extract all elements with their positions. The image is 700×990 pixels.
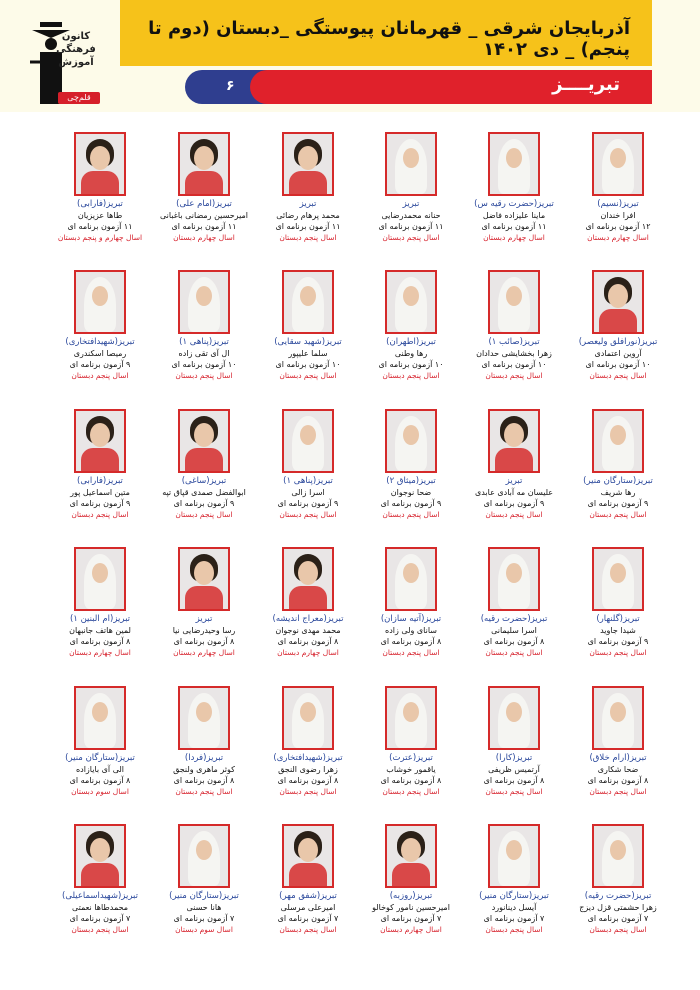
student-photo (488, 270, 540, 334)
student-name: اسرا سلیمانی (491, 626, 537, 635)
student-exam-count: ۹ آزمون برنامه ای (380, 499, 442, 508)
student-card (48, 537, 152, 658)
student-card (152, 537, 256, 658)
student-exam-count: ۱۰ آزمون برنامه ای (171, 360, 237, 369)
student-school: تبریز (299, 199, 317, 209)
student-school: تبریز(معراج اندیشه) (272, 614, 344, 624)
student-name: ضحا نوجوان (390, 488, 432, 497)
student-name: آیسل دینانورد (491, 903, 537, 912)
student-photo (282, 270, 334, 334)
student-school: تبریز(ام البنین ۱) (69, 614, 131, 624)
student-card (256, 260, 360, 381)
student-exam-count: ۹ آزمون برنامه ای (587, 637, 649, 646)
student-exam-count: ۱۱ آزمون برنامه ای (171, 222, 237, 231)
student-school: تبریز(شهیداسماعیلی) (62, 891, 138, 901)
student-grade: اسال پنجم دبستان (71, 371, 129, 380)
student-photo (385, 409, 437, 473)
student-school: تبریز(فردا) (184, 753, 224, 763)
student-name: سلما علیپور (288, 349, 328, 358)
student-school: تبریز(شفق مهر) (279, 891, 337, 901)
student-card (48, 260, 152, 381)
student-exam-count: ۷ آزمون برنامه ای (380, 914, 442, 923)
student-photo (74, 132, 126, 196)
student-photo (592, 824, 644, 888)
student-school: تبریز (505, 476, 523, 486)
student-exam-count: ۸ آزمون برنامه ای (483, 776, 545, 785)
student-grade: اسال چهارم دبستان (380, 925, 442, 934)
student-exam-count: ۹ آزمون برنامه ای (69, 499, 131, 508)
student-grade: اسال پنجم دبستان (589, 648, 647, 657)
student-exam-count: ۸ آزمون برنامه ای (69, 637, 131, 646)
student-photo (178, 409, 230, 473)
student-school: تبریز(نورافلق ولیعصر) (578, 337, 658, 347)
student-card (152, 814, 256, 935)
student-name: آروین اعتمادی (594, 349, 642, 358)
student-card (256, 537, 360, 658)
student-school: تبریز(پناهی ۱) (179, 337, 229, 347)
student-name: امیرعلی مرسلی (280, 903, 336, 912)
student-name: رسا وحیدرضایی نیا (172, 626, 236, 635)
student-grade: اسال پنجم دبستان (589, 371, 647, 380)
student-school: تبریز(پناهی ۱) (283, 476, 333, 486)
student-photo (592, 409, 644, 473)
student-exam-count: ۹ آزمون برنامه ای (483, 499, 545, 508)
logo-text (44, 30, 108, 69)
student-card (152, 399, 256, 520)
city-name: تبریــــز (552, 74, 620, 95)
student-photo (178, 686, 230, 750)
student-school: تبریز(امام علی) (176, 199, 232, 209)
student-grade: اسال پنجم دبستان (175, 787, 233, 796)
student-grade: اسال پنجم دبستان (589, 925, 647, 934)
student-name: ضحا شکاری (597, 765, 639, 774)
student-grade: اسال پنجم دبستان (485, 925, 543, 934)
student-photo (74, 270, 126, 334)
student-name: متین اسماعیل پور (70, 488, 130, 497)
student-photo (74, 824, 126, 888)
student-name: رمیصا اسکندری (73, 349, 127, 358)
student-name: حنانه محمدرضایی (381, 211, 441, 220)
student-grade: اسال پنجم دبستان (175, 510, 233, 519)
page-title: آذربایجان شرقی _ قهرمانان پیوستگی _دبستان (دوم تا پنجم) _ دی ۱۴۰۲ (148, 18, 630, 60)
student-school: تبریز(ارام خلاق) (589, 753, 647, 763)
student-name: هانا حسنی (186, 903, 222, 912)
student-school: تبریز(ساغی) (181, 476, 227, 486)
student-exam-count: ۹ آزمون برنامه ای (173, 499, 235, 508)
student-school: تبریز(میثاق ۲) (386, 476, 436, 486)
student-exam-count: ۱۰ آزمون برنامه ای (378, 360, 444, 369)
student-photo (74, 409, 126, 473)
student-exam-count: ۹ آزمون برنامه ای (69, 360, 131, 369)
student-school: تبریز (402, 199, 420, 209)
student-grade: اسال چهارم و پنجم دبستان (57, 233, 143, 242)
student-grade: اسال پنجم دبستان (485, 648, 543, 657)
student-card (566, 814, 670, 935)
student-school: تبریز(ستارگان منیر) (65, 753, 135, 763)
student-school: تبریز(فارابی) (77, 476, 123, 486)
student-photo (178, 270, 230, 334)
student-name: زهرا حشمتی قزل دیزج (579, 903, 657, 912)
student-grade: اسال پنجم دبستان (279, 925, 337, 934)
student-photo (592, 547, 644, 611)
student-card (462, 537, 566, 658)
student-exam-count: ۱۰ آزمون برنامه ای (275, 360, 341, 369)
student-exam-count: ۱۱ آزمون برنامه ای (67, 222, 133, 231)
student-school: تبریز(شهیدافتخاری) (273, 753, 343, 763)
student-exam-count: ۱۱ آزمون برنامه ای (481, 222, 547, 231)
student-name: یاقمور خوشاب (386, 765, 436, 774)
student-card (256, 814, 360, 935)
student-grade: اسال پنجم دبستان (382, 648, 440, 657)
student-name: زهرا رضوی النجق (278, 765, 338, 774)
student-school: تبریز(فارابی) (77, 199, 123, 209)
student-photo (592, 686, 644, 750)
student-card (48, 399, 152, 520)
student-exam-count: ۸ آزمون برنامه ای (587, 776, 649, 785)
student-name: امیرحسین رمضانی باغبانی (159, 211, 249, 220)
student-school: تبریز(روزبه) (389, 891, 433, 901)
student-school: تبریز(ستارگان منیر) (169, 891, 239, 901)
student-card (152, 260, 256, 381)
student-name: آرتمیس ظریفی (488, 765, 540, 774)
student-school: تبریز(اطهران) (386, 337, 436, 347)
student-photo (178, 824, 230, 888)
student-card (359, 537, 463, 658)
student-name: شیدا جاوید (600, 626, 636, 635)
student-school: تبریز(شهید سقایی) (274, 337, 342, 347)
student-grade: اسال پنجم دبستان (279, 510, 337, 519)
student-exam-count: ۸ آزمون برنامه ای (380, 637, 442, 646)
student-grade: اسال پنجم دبستان (485, 371, 543, 380)
student-card (256, 676, 360, 797)
student-name: رها وطنی (394, 349, 428, 358)
student-exam-count: ۸ آزمون برنامه ای (483, 637, 545, 646)
student-name: ال آی تقی زاده (178, 349, 230, 358)
student-card (359, 122, 463, 243)
student-grade: اسال سوم دبستان (175, 925, 233, 934)
student-photo (282, 547, 334, 611)
student-photo (488, 132, 540, 196)
student-exam-count: ۷ آزمون برنامه ای (173, 914, 235, 923)
student-card (48, 814, 152, 935)
student-exam-count: ۸ آزمون برنامه ای (277, 637, 339, 646)
student-grade: اسال پنجم دبستان (71, 510, 129, 519)
student-name: ماینا علیزاده فاضل (482, 211, 546, 220)
student-exam-count: ۱۱ آزمون برنامه ای (378, 222, 444, 231)
student-grade: اسال چهارم دبستان (483, 233, 545, 242)
logo-line-1: کانون (61, 31, 91, 42)
student-card (359, 814, 463, 935)
student-card (566, 676, 670, 797)
student-grade: اسال چهارم دبستان (69, 648, 131, 657)
student-photo (282, 132, 334, 196)
student-card (462, 814, 566, 935)
student-school: تبریز (195, 614, 213, 624)
student-photo (592, 270, 644, 334)
student-card (462, 399, 566, 520)
student-school: تبریز(صائب ۱) (488, 337, 540, 347)
student-school: تبریز(ستارگان منیر) (479, 891, 549, 901)
student-exam-count: ۹ آزمون برنامه ای (277, 499, 339, 508)
student-exam-count: ۸ آزمون برنامه ای (380, 776, 442, 785)
student-school: تبریز(گلنهار) (596, 614, 640, 624)
student-grade: اسال پنجم دبستان (485, 787, 543, 796)
student-grade: اسال پنجم دبستان (589, 787, 647, 796)
student-grade: اسال پنجم دبستان (589, 510, 647, 519)
student-photo (592, 132, 644, 196)
student-school: تبریز(حضرت رقیه) (584, 891, 652, 901)
student-photo (178, 132, 230, 196)
student-school: تبریز(عترت) (389, 753, 433, 763)
student-grade: اسال چهارم دبستان (277, 648, 339, 657)
student-card (462, 676, 566, 797)
student-name: محمدطاها نعمتی (71, 903, 129, 912)
student-card (48, 676, 152, 797)
student-school: تبریز(ستارگان منیر) (583, 476, 653, 486)
logo-line-3: آموزش (58, 57, 94, 68)
student-photo (385, 686, 437, 750)
student-exam-count: ۱۱ آزمون برنامه ای (275, 222, 341, 231)
student-school: تبریز(کارا) (495, 753, 533, 763)
student-card (359, 260, 463, 381)
student-school: تبریز(حضرت رقیه س) (474, 199, 554, 209)
student-photo (385, 270, 437, 334)
student-name: محمد مهدی نوجوان (275, 626, 341, 635)
student-card (48, 122, 152, 243)
student-grade: اسال سوم دبستان (71, 787, 129, 796)
student-card (566, 260, 670, 381)
student-name: ساناى ولی زاده (385, 626, 437, 635)
student-name: کوثر ماهری ولنجق (173, 765, 235, 774)
student-photo (74, 686, 126, 750)
student-grade: اسال چهارم دبستان (173, 233, 235, 242)
student-card (462, 260, 566, 381)
student-grade: اسال پنجم دبستان (279, 233, 337, 242)
student-grade: اسال پنجم دبستان (71, 925, 129, 934)
student-school: تبریز(نسیم) (597, 199, 639, 209)
student-exam-count: ۹ آزمون برنامه ای (587, 499, 649, 508)
student-name: امیرحسین نامور کوخالو (372, 903, 450, 912)
student-photo (282, 824, 334, 888)
student-school: تبریز(شهیدافتخاری) (65, 337, 135, 347)
student-photo (385, 824, 437, 888)
student-card (462, 122, 566, 243)
page-number: ۶ (226, 78, 235, 94)
student-photo (488, 409, 540, 473)
student-grade: اسال پنجم دبستان (485, 510, 543, 519)
student-photo (74, 547, 126, 611)
student-grade: اسال چهارم دبستان (587, 233, 649, 242)
student-grade: اسال پنجم دبستان (279, 787, 337, 796)
student-exam-count: ۷ آزمون برنامه ای (587, 914, 649, 923)
student-grade: اسال چهارم دبستان (173, 648, 235, 657)
student-exam-count: ۷ آزمون برنامه ای (483, 914, 545, 923)
student-photo (488, 547, 540, 611)
student-name: لمین هاتف جانبهان (69, 626, 131, 635)
student-exam-count: ۱۰ آزمون برنامه ای (481, 360, 547, 369)
student-card (359, 676, 463, 797)
student-exam-count: ۸ آزمون برنامه ای (173, 637, 235, 646)
student-card (152, 122, 256, 243)
student-photo (385, 547, 437, 611)
student-exam-count: ۸ آزمون برنامه ای (69, 776, 131, 785)
student-grade: اسال پنجم دبستان (382, 787, 440, 796)
student-name: الی آی بایازاده (75, 765, 125, 774)
student-exam-count: ۱۰ آزمون برنامه ای (585, 360, 651, 369)
student-photo (385, 132, 437, 196)
student-name: افرا خندان (600, 211, 636, 220)
student-card (256, 122, 360, 243)
student-grade: اسال پنجم دبستان (382, 233, 440, 242)
student-name: علیسان مه آبادی عابدی (474, 488, 554, 497)
student-school: تبریز(آتیه سازان) (380, 614, 442, 624)
student-card (359, 399, 463, 520)
student-photo (282, 686, 334, 750)
student-exam-count: ۱۲ آزمون برنامه ای (585, 222, 651, 231)
student-grade: اسال پنجم دبستان (175, 371, 233, 380)
student-card (256, 399, 360, 520)
student-name: محمد پرهام رضائی (276, 211, 340, 220)
student-name: ابوالفضل صمدی قپاق تپه (162, 488, 246, 497)
student-grade: اسال پنجم دبستان (382, 510, 440, 519)
student-name: رها شریف (600, 488, 636, 497)
student-exam-count: ۸ آزمون برنامه ای (173, 776, 235, 785)
student-exam-count: ۷ آزمون برنامه ای (277, 914, 339, 923)
student-grade: اسال پنجم دبستان (279, 371, 337, 380)
student-photo (178, 547, 230, 611)
student-exam-count: ۸ آزمون برنامه ای (277, 776, 339, 785)
student-exam-count: ۷ آزمون برنامه ای (69, 914, 131, 923)
student-school: تبریز(حضرت رقیه) (480, 614, 548, 624)
student-name: زهرا بخشایشی حدادان (476, 349, 552, 358)
student-photo (488, 824, 540, 888)
student-card (566, 122, 670, 243)
student-photo (282, 409, 334, 473)
student-card (566, 399, 670, 520)
logo-badge: قلم‌چی (58, 92, 100, 104)
student-name: اسرا زالی (291, 488, 325, 497)
student-card (152, 676, 256, 797)
student-grade: اسال پنجم دبستان (382, 371, 440, 380)
student-name: طاها عزیزیان (77, 211, 123, 220)
student-photo (488, 686, 540, 750)
student-card (566, 537, 670, 658)
logo-line-2: فرهنگی (56, 44, 96, 55)
